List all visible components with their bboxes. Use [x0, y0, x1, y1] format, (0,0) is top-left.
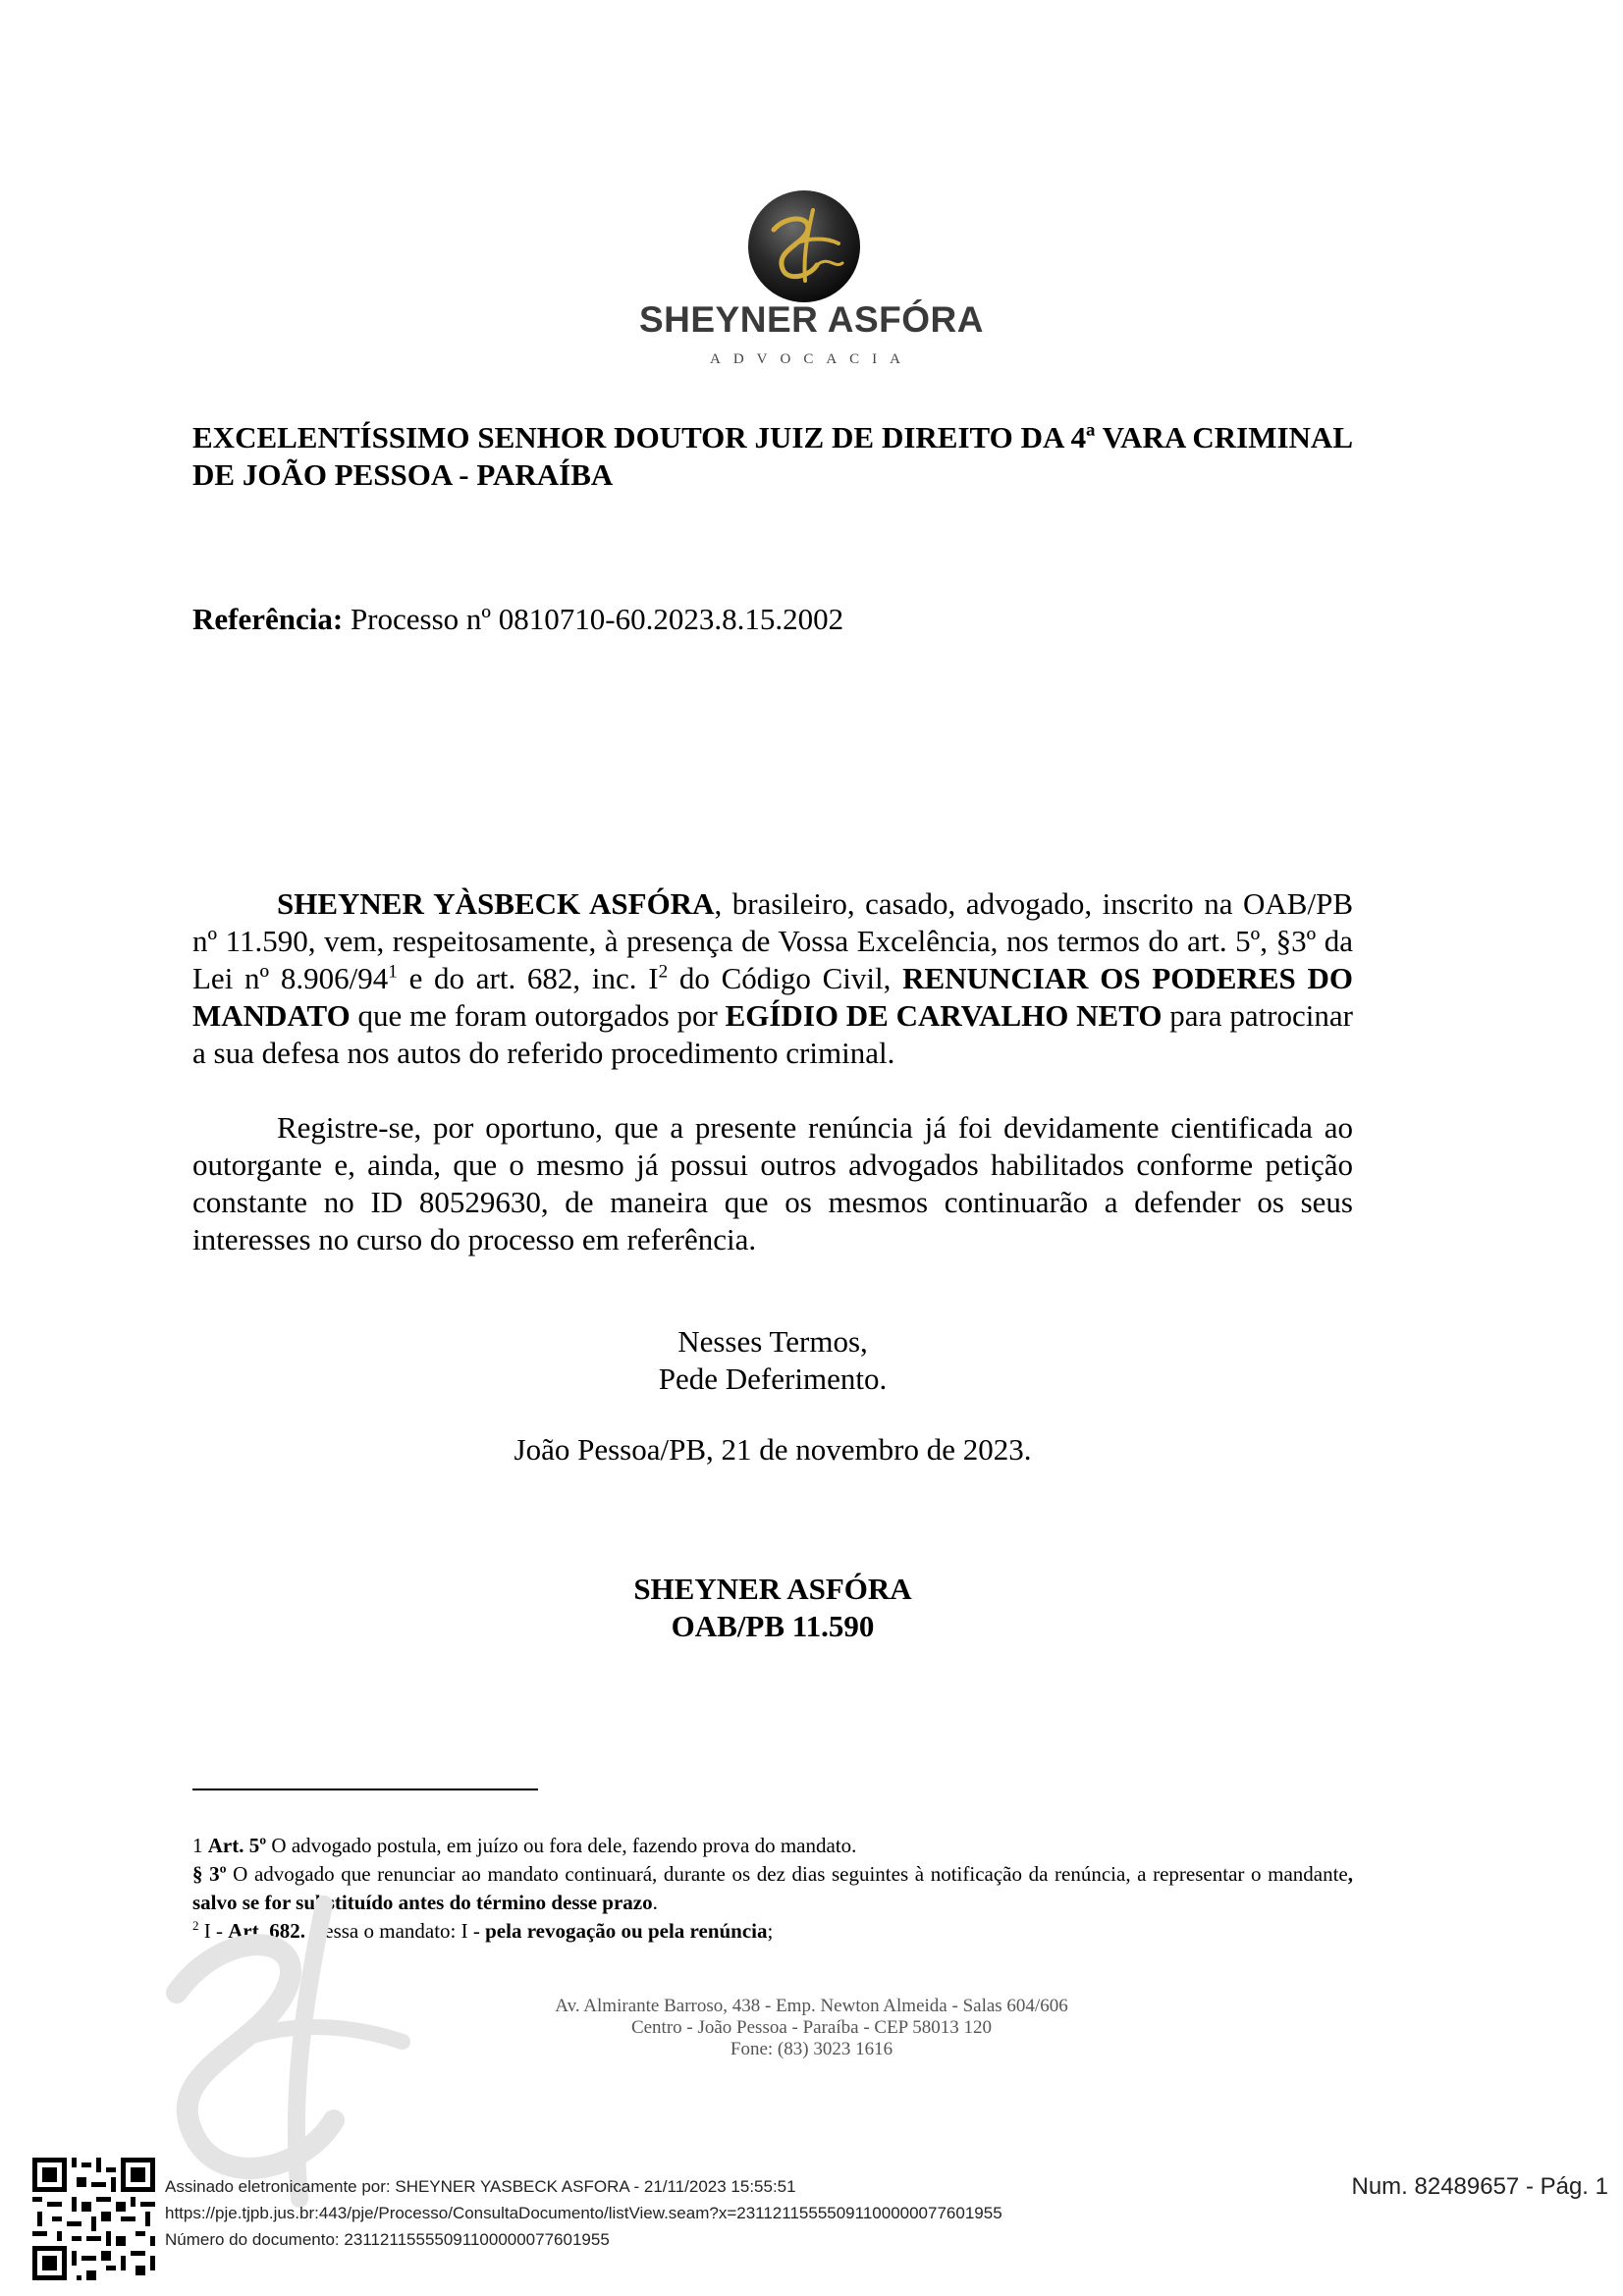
office-address — [0, 1996, 1623, 2060]
paragraph1-text-a: , brasileiro, casado, advogado, inscrito na OAB/PB nº 11.590, vem, respeitosamente, à presença de Vossa Excelência, nos termos do art. 5º, §3º da Lei nº 8.906/94 — [192, 886, 1354, 995]
closing-line-1: Nesses Termos, — [677, 1324, 868, 1359]
address-line-1: Av. Almirante Barroso, 438 - Emp. Newton Almeida - Salas 604/606 — [555, 1996, 1068, 2016]
address-line-2: Centro - João Pessoa - Paraíba - CEP 58013 120 — [630, 2017, 993, 2038]
page-number: Num. 82489657 - Pág. 1 — [1351, 2173, 1608, 2200]
paragraph1-text-d: que me foram outorgados por — [350, 998, 726, 1033]
sa-monogram-logo — [744, 187, 864, 306]
closing-formula — [192, 1323, 1353, 1398]
footnote-separator — [192, 1789, 538, 1790]
footnote-2-end: ; — [767, 1919, 774, 1943]
footnote-1-text: O advogado postula, em juízo ou fora dele, fazendo prova do mandato. — [266, 1834, 857, 1857]
footnote-1-end: . — [652, 1891, 658, 1914]
footnote-1-article: Art. 5º — [207, 1834, 267, 1857]
body-paragraph-2: Registre-se, por oportuno, que a presente renúncia já foi devidamente cientificada ao outorgante e, ainda, que o mesmo já possui outros advogados habilitados conforme petição constante no ID 80529630, de maneira que os mesmos continuarão a defender os seus interesses no curso do processo em referência. — [192, 1110, 1353, 1256]
letterhead-subtitle: ADVOCACIA — [710, 351, 913, 367]
renounce-phrase: RENUNCIAR OS PODERES DO MANDATO — [192, 961, 1353, 1033]
footnote-2-prefix: I - — [198, 1919, 229, 1943]
stamp-signed-by: Assinado eletronicamente por: SHEYNER YASBECK ASFORA - 21/11/2023 15:55:51 — [165, 2177, 796, 2196]
footnote-2-article: Art. 682. — [228, 1919, 305, 1943]
letterhead-name: SHEYNER ASFÓRA — [638, 299, 984, 340]
footnote-ref-2: 2 — [658, 961, 669, 983]
stamp-document-number: Número do documento: 23112115555091100000077601955 — [165, 2230, 610, 2249]
footnote-1 — [192, 1832, 1353, 1860]
footnote-1-section-text: O advogado que renunciar ao mandato continuará, durante os dez dias seguintes à notificação da renúncia, a representar o mandante — [226, 1862, 1348, 1886]
body-paragraph-1 — [192, 885, 1353, 1072]
qr-code — [32, 2158, 155, 2280]
signature-block — [192, 1571, 1353, 1645]
client-name: EGÍDIO DE CARVALHO NETO — [725, 998, 1163, 1033]
case-reference — [192, 601, 843, 638]
reference-value: Processo nº 0810710-60.2023.8.15.2002 — [350, 602, 844, 636]
footnote-2-text: Cessa o mandato: I - — [305, 1919, 486, 1943]
place-date: João Pessoa/PB, 21 de novembro de 2023. — [514, 1432, 1032, 1467]
paragraph1-text-e: para patrocinar a sua defesa nos autos do referido procedimento criminal. — [192, 998, 1353, 1070]
electronic-signature-stamp — [165, 2173, 1002, 2253]
footnote-2-number: 2 — [192, 1918, 199, 1933]
closing-line-2: Pede Deferimento. — [658, 1362, 888, 1396]
footnote-1-number: 1 — [192, 1834, 203, 1857]
footnote-ref-1: 1 — [388, 961, 398, 983]
petitioner-name: SHEYNER YÀSBECK ASFÓRA — [277, 886, 715, 921]
paragraph1-text-b: e do art. 682, inc. I — [397, 961, 659, 995]
footnote-2-emphasis: pela revogação ou pela renúncia — [485, 1919, 768, 1943]
signer-name: SHEYNER ASFÓRA — [633, 1572, 912, 1606]
footnote-1-emphasis: , salvo se for substituído antes do término desse prazo — [192, 1862, 1354, 1914]
footnote-1-section: § 3º — [192, 1862, 227, 1886]
addressee-heading: EXCELENTÍSSIMO SENHOR DOUTOR JUIZ DE DIREITO DA 4ª VARA CRIMINAL DE JOÃO PESSOA - PARAÍBA — [192, 420, 1353, 492]
signer-oab: OAB/PB 11.590 — [671, 1609, 875, 1643]
reference-label: Referência: — [192, 602, 344, 636]
stamp-url: https://pje.tjpb.jus.br:443/pje/Processo/ConsultaDocumento/listView.seam?x=23112115555091100000077601955 — [165, 2204, 1002, 2222]
paragraph1-text-c: do Código Civil, — [668, 961, 903, 995]
address-line-3: Fone: (83) 3023 1616 — [730, 2039, 893, 2059]
